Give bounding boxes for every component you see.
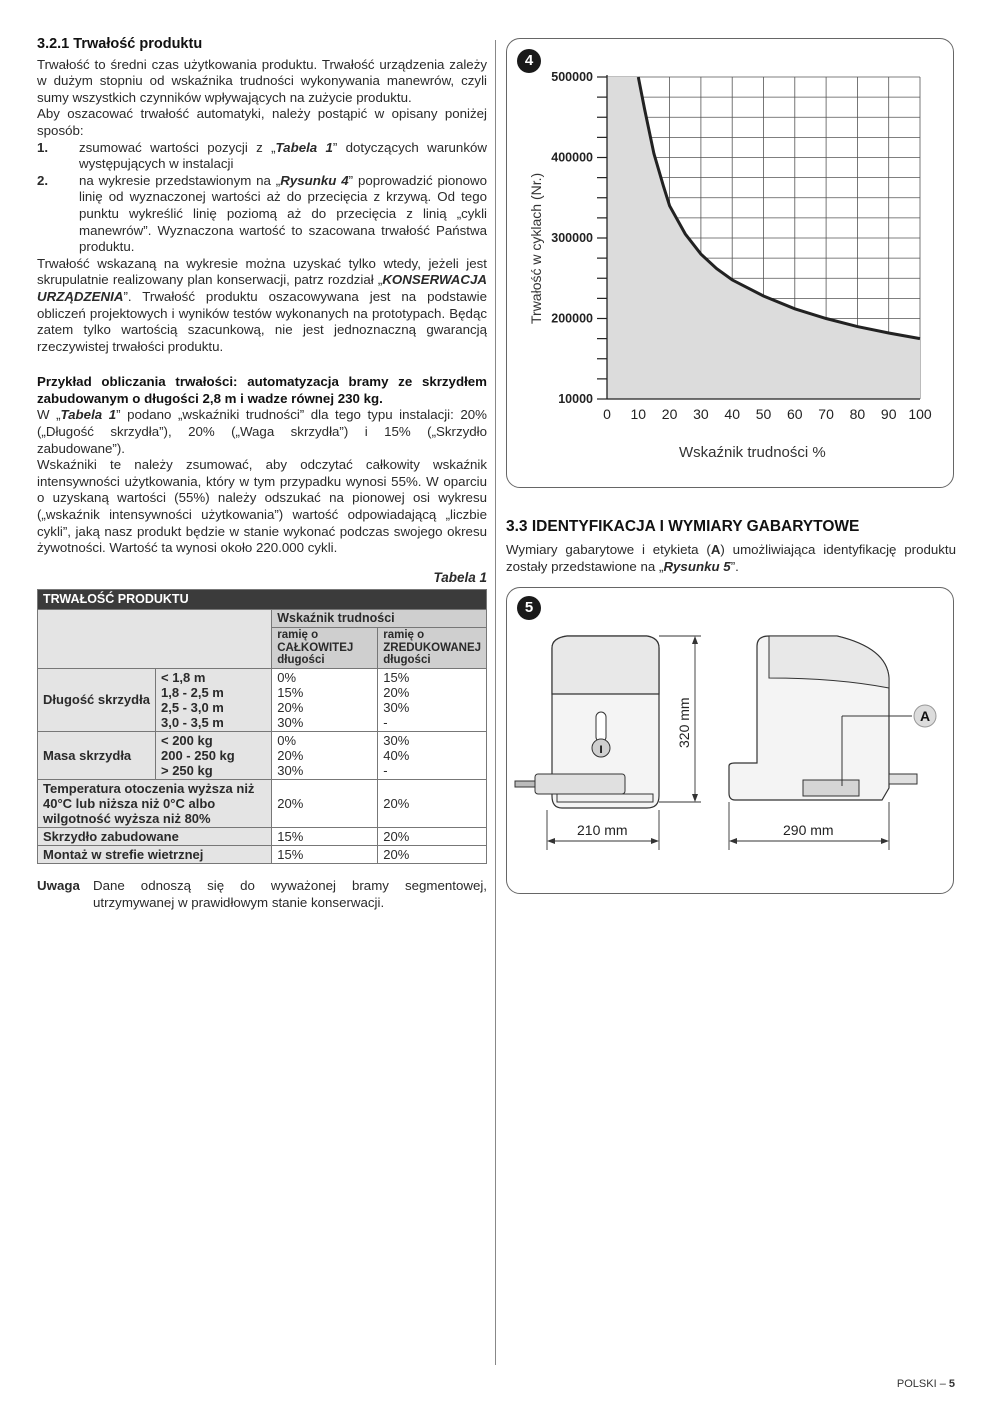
cell-value: 15% bbox=[272, 845, 378, 863]
step-text: na wykresie przedstawionym na „Rysunku 4” poprowadzić pionowo linię od wyznaczonej wartości aż do przecięcia z krzywą. Od tego punktu wykreślić linię poziomą aż do przecięcia z linią „cykli manewrów”. Wyznaczona wartość to szacowana trwałość Państwa produktu. bbox=[79, 172, 488, 255]
y-axis-label: Trwałość w cyklach (Nr.) bbox=[528, 172, 544, 324]
cell-values: 0% 20% 30% bbox=[272, 731, 378, 779]
row-label-enclosed: Skrzydło zabudowane bbox=[38, 827, 272, 845]
x-tick-label: 30 bbox=[693, 406, 709, 422]
cell-value: 20% bbox=[378, 845, 487, 863]
side-view bbox=[729, 636, 917, 800]
table-header: TRWAŁOŚĆ PRODUKTU bbox=[38, 590, 487, 610]
figure-badge: 4 bbox=[517, 49, 541, 73]
cell-value: 20% bbox=[272, 779, 378, 827]
front-width-dimension: 210 mm bbox=[577, 822, 628, 838]
y-tick-label: 10000 bbox=[558, 392, 593, 406]
page-footer: POLSKI – 5 bbox=[896, 1378, 955, 1390]
paragraph: Trwałość wskazaną na wykresie można uzyskać tylko wtedy, jeżeli jest skrupulatnie realizowany plan konserwacji, patrz rozdział „KONSERWACJA URZĄDZENIA”. Trwałość produktu oszacowywana jest na podstawie obliczeń projektowych i wyników testów wykonanych na prototypach. Będąc zatem tylko wartością szacunkową, nie jest jednoznaczną gwarancją rzeczywistej trwałości produktu. bbox=[37, 255, 487, 354]
paragraph: Trwałość to średni czas użytkowania produktu. Trwałość urządzenia zależy w dużym stopniu od wskaźnika trudności wykonywania manewrów, czyli sumy wszystkich czynników wpływających na zużycie produktu. bbox=[37, 56, 487, 105]
row-label-temperature: Temperatura otoczenia wyższa niż 40°C lub niższa niż 0°C albo wilgotność wyższa niż 80% bbox=[38, 779, 272, 827]
col-header-full: ramię o CAŁKOWITEJ długości bbox=[272, 628, 378, 669]
x-tick-label: 20 bbox=[661, 406, 678, 422]
x-tick-label: 50 bbox=[755, 406, 772, 422]
durability-chart bbox=[507, 39, 953, 487]
side-width-dimension: 290 mm bbox=[783, 822, 834, 838]
table-empty-cell bbox=[38, 610, 272, 669]
figure-4-box bbox=[506, 38, 954, 488]
y-tick-label: 500000 bbox=[551, 70, 593, 84]
cell-values: 15% 20% 30% - bbox=[378, 668, 487, 731]
section-title-33: 3.3 IDENTYFIKACJA I WYMIARY GABARYTOWE bbox=[506, 518, 860, 535]
label-a: A bbox=[920, 708, 931, 724]
left-column bbox=[37, 36, 487, 911]
col-group-header: Wskaźnik trudności bbox=[272, 610, 487, 628]
row-label-windy: Montaż w strefie wietrznej bbox=[38, 845, 272, 863]
step-text: zsumować wartości pozycji z „Tabela 1” dotyczących warunków występujących w instalacji bbox=[79, 139, 487, 172]
x-tick-label: 90 bbox=[880, 406, 897, 422]
paragraph: Aby oszacować trwałość automatyki, należy postąpić w opisany poniżej sposób: bbox=[37, 106, 487, 138]
example-title: Przykład obliczania trwałości: automatyzacja bramy ze skrzydłem zabudowanym o długości 2,8 m i wadze równej 230 kg. bbox=[37, 374, 487, 406]
cell-values: 30% 40% - bbox=[378, 731, 487, 779]
cell-value: 20% bbox=[378, 827, 487, 845]
note-text: Dane odnoszą się do wyważonej bramy segmentowej, utrzymywanej w prawidłowym stanie konserwacji. bbox=[93, 877, 487, 910]
durability-table bbox=[37, 589, 487, 864]
height-dimension: 320 mm bbox=[676, 697, 692, 748]
figure-badge: 5 bbox=[517, 596, 541, 620]
y-tick-label: 200000 bbox=[551, 311, 593, 326]
step-number: 2. bbox=[37, 172, 49, 188]
step-number: 1. bbox=[37, 139, 49, 155]
front-view bbox=[515, 636, 659, 808]
step-2 bbox=[37, 173, 487, 256]
note-label: Uwaga bbox=[37, 877, 80, 893]
x-tick-label: 10 bbox=[630, 406, 647, 422]
x-tick-label: 60 bbox=[787, 406, 803, 422]
cell-value: 20% bbox=[378, 779, 487, 827]
table-caption: Tabela 1 bbox=[433, 569, 487, 585]
row-ranges-mass: < 200 kg 200 - 250 kg > 250 kg bbox=[156, 731, 272, 779]
step-1 bbox=[37, 140, 487, 173]
row-label-mass: Masa skrzydła bbox=[38, 731, 156, 779]
x-tick-label: 0 bbox=[603, 406, 611, 422]
section-title-321: 3.2.1 Trwałość produktu bbox=[37, 36, 203, 52]
col-header-reduced: ramię o ZREDUKOWANEJ długości bbox=[378, 628, 487, 669]
row-ranges-length: < 1,8 m 1,8 - 2,5 m 2,5 - 3,0 m 3,0 - 3,5 m bbox=[156, 668, 272, 731]
figure-5-box bbox=[506, 587, 954, 894]
cell-value: 15% bbox=[272, 827, 378, 845]
dimensions-drawing bbox=[507, 588, 953, 893]
x-axis-label: Wskaźnik trudności % bbox=[679, 444, 826, 461]
row-label-length: Długość skrzydła bbox=[38, 668, 156, 731]
note bbox=[37, 878, 487, 911]
svg-text:I: I bbox=[599, 744, 603, 756]
cell-values: 0% 15% 20% 30% bbox=[272, 668, 378, 731]
section-33-body: Wymiary gabarytowe i etykieta (A) umożliwiająca identyfikację produktu zostały przedstawione na „Rysunku 5”. bbox=[506, 542, 956, 574]
x-tick-label: 100 bbox=[908, 406, 932, 422]
x-tick-label: 80 bbox=[849, 406, 866, 422]
x-tick-label: 70 bbox=[818, 406, 834, 422]
column-divider bbox=[495, 40, 496, 1365]
y-tick-label: 300000 bbox=[551, 231, 593, 245]
paragraph: W „Tabela 1” podano „wskaźniki trudności” dla tego typu instalacji: 20% („Długość skrzydła”), 20% („Waga skrzydła”) i 15% („Skrzydło zabudowane”). bbox=[37, 407, 487, 456]
y-tick-label: 400000 bbox=[551, 150, 593, 165]
paragraph: Wskaźniki te należy zsumować, aby odczytać całkowity wskaźnik intensywności użytkowania, który w tym przypadku wynosi 55%. W oparciu o uzyskaną wartości (55%) należy odszukać na pionowej osi wykresu („wskaźnik intensywności użytkowania”) wartość odpowiadającą „liczbie cykli”, jaką nasz produkt będzie w stanie wykonać podczas swojego okresu żywotności. Wartość ta wynosi około 220.000 cykli. bbox=[37, 457, 487, 556]
x-tick-label: 40 bbox=[724, 406, 740, 422]
